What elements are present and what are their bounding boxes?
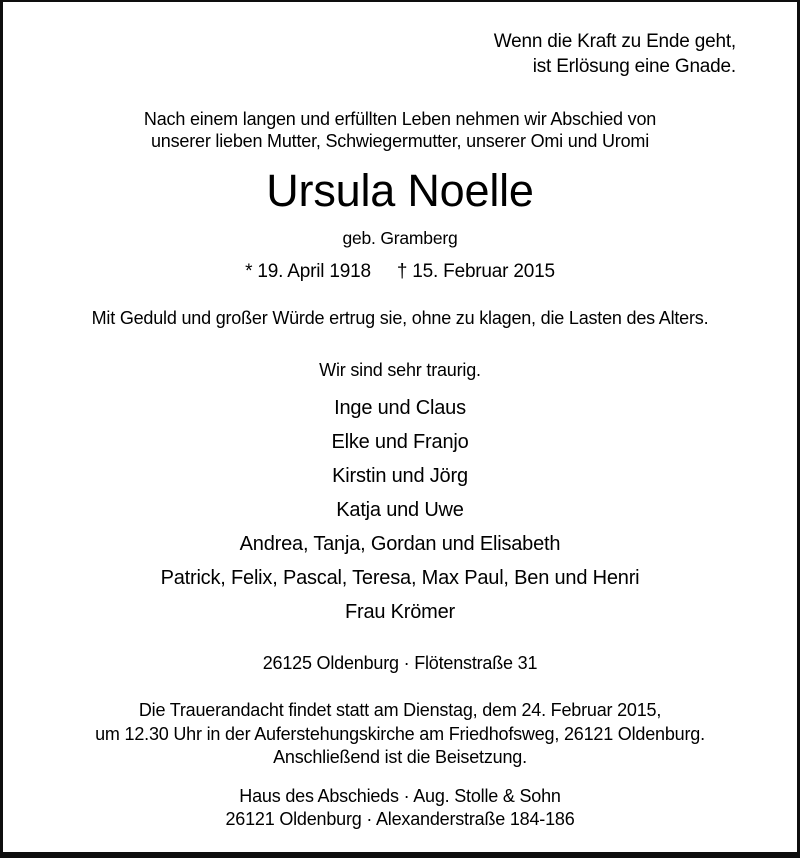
tribute-line: Mit Geduld und großer Würde ertrug sie, ohne zu klagen, die Lasten des Alters. [91,308,709,328]
service-info-line-2: um 12.30 Uhr in der Auferstehungskirche am Friedhofsweg, 26121 Oldenburg. [95,723,705,744]
epigraph-line-2: ist Erlösung eine Gnade. [532,56,736,77]
mourner-line: Andrea, Tanja, Gordan und Elisabeth [239,533,561,555]
service-info-line-3: Anschließend ist die Beisetzung. [273,747,527,767]
mourner-line: Patrick, Felix, Pascal, Teresa, Max Paul, Ben und Henri [160,567,640,589]
mourner-line: Elke und Franjo [331,431,469,453]
grief-line: Wir sind sehr traurig. [319,360,481,380]
mourner-line: Kirstin und Jörg [332,465,468,487]
farewell-intro-line-1: Nach einem langen und erfüllten Leben nehmen wir Abschied von [143,109,657,129]
farewell-intro [3,108,797,152]
mourner-line: Katja und Uwe [336,499,464,521]
epigraph-line-1: Wenn die Kraft zu Ende geht, [493,31,736,52]
farewell-intro-line-2: unserer lieben Mutter, Schwiegermutter, unserer Omi und Uromi [150,131,649,151]
residence-address: 26125 Oldenburg · Flötenstraße 31 [262,653,538,673]
funeral-home-line-2: 26121 Oldenburg · Alexanderstraße 184-186 [225,808,575,829]
funeral-home-line-1: Haus des Abschieds · Aug. Stolle & Sohn [239,785,561,806]
mourners-list [3,391,797,629]
mourner-line: Frau Krömer [344,601,456,623]
maiden-name: geb. Gramberg [342,228,458,248]
death-date: † 15. Februar 2015 [396,261,555,282]
epigraph [3,29,797,79]
deceased-name: Ursula Noelle [266,165,534,216]
life-dates [3,259,797,284]
service-info-line-1: Die Trauerandacht findet statt am Dienstag, dem 24. Februar 2015, [138,700,662,720]
mourner-line: Inge und Claus [334,397,466,419]
birth-date: * 19. April 1918 [245,261,371,282]
service-info [3,699,797,770]
funeral-home-info [3,785,797,831]
